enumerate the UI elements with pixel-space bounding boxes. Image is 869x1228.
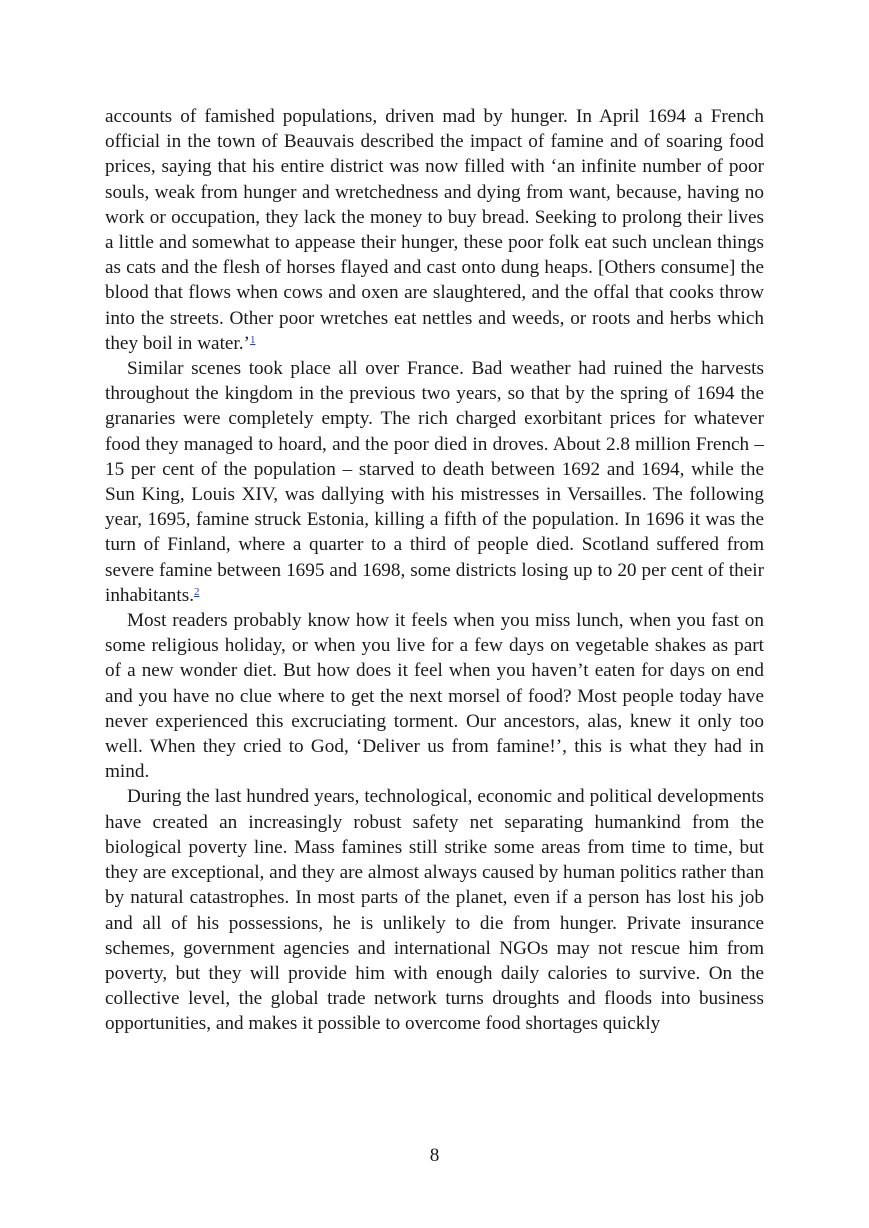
paragraph-continued xyxy=(105,104,764,356)
paragraph-text: Similar scenes took place all over France. Bad weather had ruined the harvests throughout the kingdom in the previous two years, so that by the spring of 1694 the granaries were completely empty. The rich charged exorbitant prices for whatever food they managed to hoard, and the poor died in droves. About 2.8 million French – 15 per cent of the population – starved to death between 1692 and 1694, while the Sun King, Louis XIV, was dallying with his mistresses in Versailles. The following year, 1695, famine struck Estonia, killing a fifth of the population. In 1696 it was the turn of Finland, where a quarter to a third of people died. Scotland suffered from severe famine between 1695 and 1698, some districts losing up to 20 per cent of their inhabitants. xyxy=(105,358,764,606)
footnote-link[interactable]: 2 xyxy=(194,585,200,598)
page-body xyxy=(105,104,764,1037)
footnote-link[interactable]: 1 xyxy=(249,333,256,346)
paragraph xyxy=(105,784,764,1036)
paragraph xyxy=(105,608,764,784)
paragraph-text: accounts of famished populations, driven mad by hunger. In April 1694 a French official in the town of Beauvais described the impact of famine and of soaring food prices, saying that his entire district was now filled with ‘an infinite number of poor souls, weak from hunger and wretchedness and dying from want, because, having no work or occupation, they lack the money to buy bread. Seeking to prolong their lives a little and somewhat to appease their hunger, these poor folk eat such unclean things as cats and the flesh of horses flayed and cast onto dung heaps. [Others consume] the blood that flows when cows and oxen are slaughtered, and the offal that cooks throw into the streets. Other poor wretches eat nettles and weeds, or roots and herbs which they boil in water.’ xyxy=(105,106,764,354)
paragraph-text: Most readers probably know how it feels when you miss lunch, when you fast on some religious holiday, or when you live for a few days on vegetable shakes as part of a new wonder diet. But how does it feel when you haven’t eaten for days on end and you have no clue where to get the next morsel of food? Most people today have never experienced this excruciating torment. Our ancestors, alas, knew it only too well. When they cried to God, ‘Deliver us from famine!’, this is what they had in mind. xyxy=(105,610,764,783)
paragraph xyxy=(105,356,764,608)
paragraph-text: During the last hundred years, technological, economic and political developments have created an increasingly robust safety net separating humankind from the biological poverty line. Mass famines still strike some areas from time to time, but they are exceptional, and they are almost always caused by human politics rather than by natural catastrophes. In most parts of the planet, even if a person has lost his job and all of his possessions, he is unlikely to die from hunger. Private insurance schemes, government agencies and international NGOs may not rescue him from poverty, but they will provide him with enough daily calories to survive. On the collective level, the global trade network turns droughts and floods into business opportunities, and makes it possible to overcome food shortages quickly xyxy=(105,786,764,1035)
page-number: 8 xyxy=(429,1145,440,1166)
